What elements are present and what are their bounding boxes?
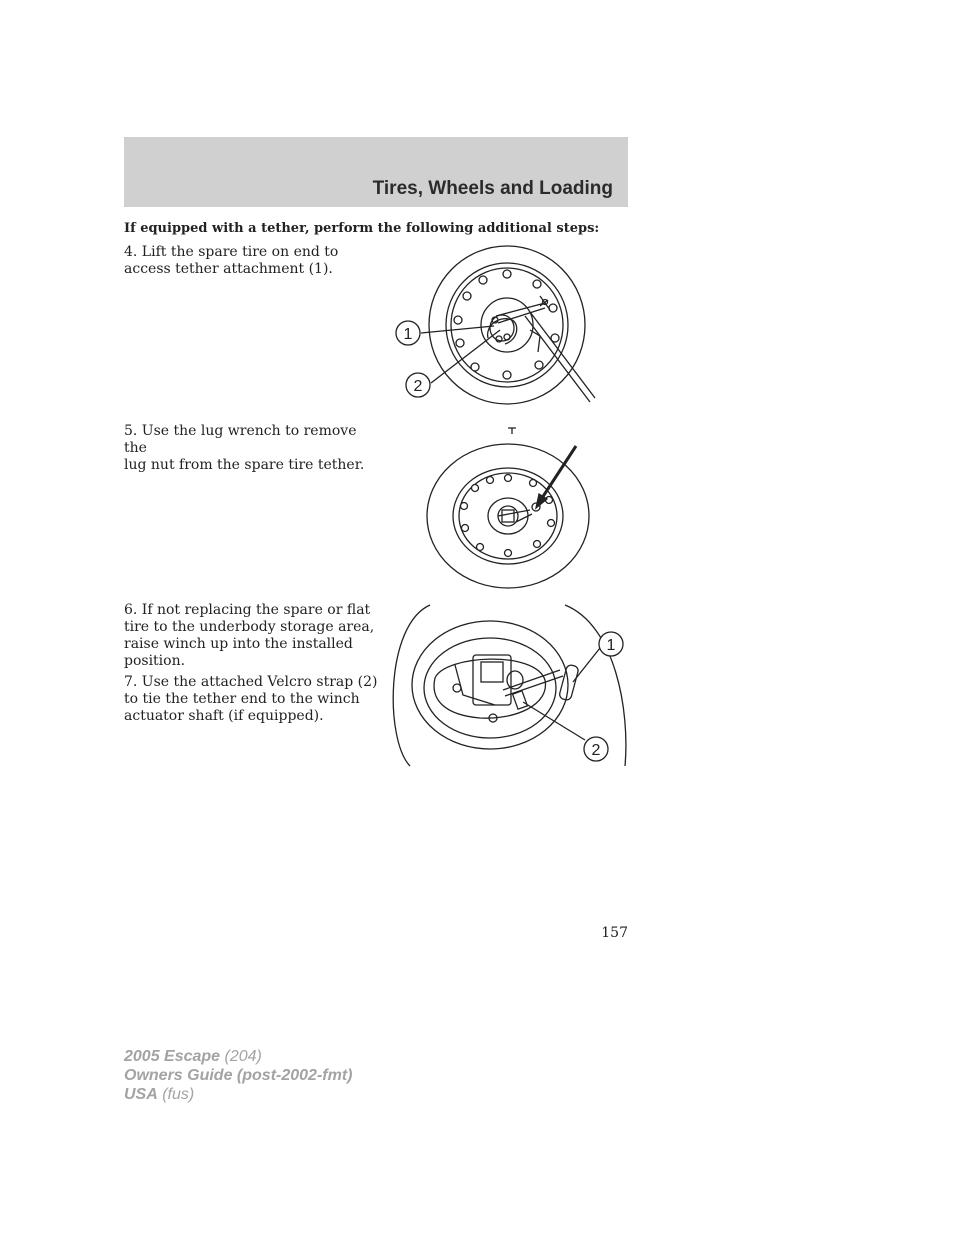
step-6-text: 6. If not replacing the spare or flat tire to the underbody storage area, raise winch up into the installed position.: [124, 602, 375, 669]
step-7-text: 7. Use the attached Velcro strap (2) to tie the tether end to the winch actuator shaft (if equipped).: [124, 674, 378, 724]
intro-heading: If equipped with a tether, perform the following additional steps:: [124, 221, 600, 236]
section-header-band: [124, 137, 628, 207]
document-footer: 2005 Escape (204) Owners Guide (post-2002-fmt) USA (fus): [124, 1048, 353, 1103]
winch-velcro-strap-illustration: [385, 600, 628, 770]
section-title: Tires, Wheels and Loading: [372, 178, 613, 199]
callout-2: 2: [413, 378, 423, 395]
callout-1: 1: [403, 326, 413, 343]
step-4-text: 4. Lift the spare tire on end to access tether attachment (1).: [124, 244, 339, 277]
lug-nut-removal-illustration: [420, 420, 600, 590]
step-5-text: 5. Use the lug wrench to remove the lug nut from the spare tire tether.: [124, 423, 365, 473]
tether-attachment-illustration: [390, 240, 600, 410]
page-number: 157: [601, 925, 628, 941]
callout-2: 2: [591, 742, 601, 759]
callout-1: 1: [606, 637, 616, 654]
